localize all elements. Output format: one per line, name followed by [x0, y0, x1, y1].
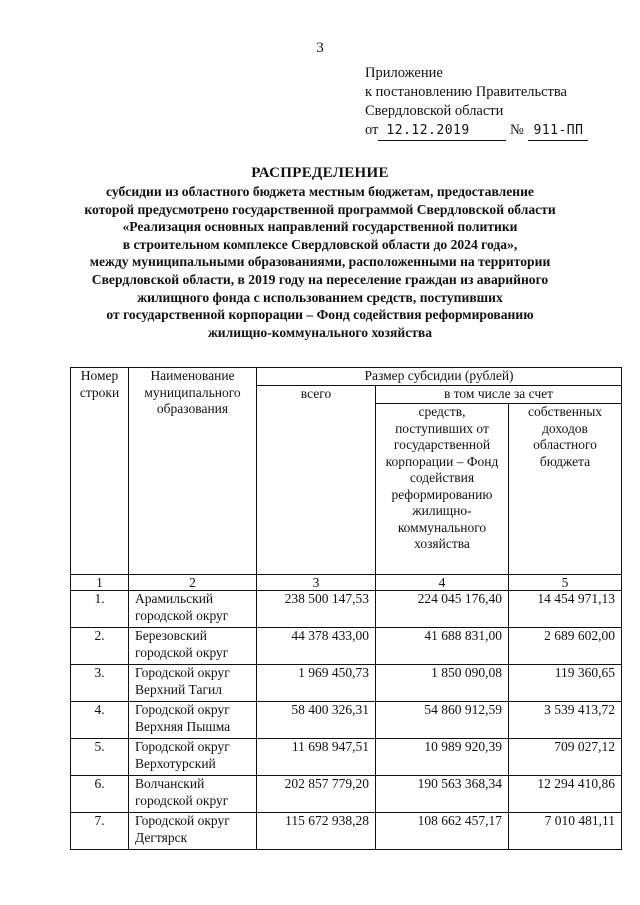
table-row [71, 813, 622, 850]
appendix-region: Свердловской области [365, 103, 504, 119]
table-row [71, 776, 622, 813]
row-number: 1. [71, 591, 129, 628]
column-number: 3 [257, 575, 376, 591]
fund-amount: 41 688 831,00 [376, 628, 509, 665]
fund-amount: 54 860 912,59 [376, 702, 509, 739]
total-amount: 238 500 147,53 [257, 591, 376, 628]
row-number: 6. [71, 776, 129, 813]
municipality-name: Арамильский городской округ [129, 591, 257, 628]
document-heading [40, 164, 600, 341]
header-row-number: Номер строки [71, 368, 129, 575]
municipality-name: Городской округ Верхотурский [129, 739, 257, 776]
municipality-name: Городской округ Верхняя Пышма [129, 702, 257, 739]
resolution-date: 12.12.2019 [386, 123, 470, 138]
header-total: всего [257, 386, 376, 575]
total-amount: 1 969 450,73 [257, 665, 376, 702]
regional-amount: 119 360,65 [509, 665, 622, 702]
total-amount: 11 698 947,51 [257, 739, 376, 776]
regional-amount: 709 027,12 [509, 739, 622, 776]
heading-line: от государственной корпорации – Фонд содействия реформированию [106, 307, 534, 323]
header-regional: собственных доходов областного бюджета [509, 404, 622, 575]
regional-amount: 2 689 602,00 [509, 628, 622, 665]
appendix-title: Приложение [365, 65, 443, 81]
heading-line: жилищного фонда с использованием средств, поступивших [137, 289, 503, 305]
row-number: 7. [71, 813, 129, 850]
fund-amount: 10 989 920,39 [376, 739, 509, 776]
total-amount: 202 857 779,20 [257, 776, 376, 813]
heading-line: субсидии из областного бюджета местным бюджетам, предоставление [106, 184, 534, 199]
regional-amount: 3 539 413,72 [509, 702, 622, 739]
regional-amount: 7 010 481,11 [509, 813, 622, 850]
table-row [71, 702, 622, 739]
table-row [71, 628, 622, 665]
appendix-resolution: к постановлению Правительства [365, 84, 567, 100]
municipality-name: Волчанский городской округ [129, 776, 257, 813]
number-prefix: № [510, 122, 524, 138]
fund-amount: 224 045 176,40 [376, 591, 509, 628]
date-prefix: от [365, 122, 379, 138]
row-number: 5. [71, 739, 129, 776]
table-row [71, 591, 622, 628]
heading-title: РАСПРЕДЕЛЕНИЕ [251, 165, 389, 181]
table-row [71, 665, 622, 702]
total-amount: 115 672 938,28 [257, 813, 376, 850]
heading-line: Свердловской области, в 2019 году на переселение граждан из аварийного [91, 271, 549, 287]
fund-amount: 1 850 090,08 [376, 665, 509, 702]
heading-line: жилищно-коммунального хозяйства [207, 324, 433, 340]
total-amount: 44 378 433,00 [257, 628, 376, 665]
regional-amount: 12 294 410,86 [509, 776, 622, 813]
table-row [71, 739, 622, 776]
heading-line: которой предусмотрено государственной программой Свердловской области [84, 201, 556, 217]
page-number: 3 [316, 40, 324, 56]
heading-line: между муниципальными образованиями, расположенными на территории [89, 254, 551, 270]
row-number: 4. [71, 702, 129, 739]
municipality-name: Городской округ Верхний Тагил [129, 665, 257, 702]
header-municipality: Наименование муниципального образования [129, 368, 257, 575]
subsidy-table [70, 367, 622, 850]
fund-amount: 190 563 368,34 [376, 776, 509, 813]
header-including: в том числе за счет [376, 386, 622, 404]
fund-amount: 108 662 457,17 [376, 813, 509, 850]
resolution-number: 911-ПП [533, 123, 584, 138]
municipality-name: Березовский городской округ [129, 628, 257, 665]
municipality-name: Городской округ Дегтярск [129, 813, 257, 850]
heading-line: «Реализация основных направлений государственной политики [122, 219, 518, 235]
heading-line: в строительном комплексе Свердловской области до 2024 года», [122, 236, 518, 252]
appendix-date-line [365, 121, 588, 141]
total-amount: 58 400 326,31 [257, 702, 376, 739]
regional-amount: 14 454 971,13 [509, 591, 622, 628]
column-number: 2 [129, 575, 257, 591]
column-number: 5 [509, 575, 622, 591]
row-number: 3. [71, 665, 129, 702]
header-fund: средств, поступивших от государственной корпорации – Фонд содействия реформированию жилищно-коммунального хозяйства [376, 404, 509, 575]
column-number: 1 [71, 575, 129, 591]
row-number: 2. [71, 628, 129, 665]
header-subsidy: Размер субсидии (рублей) [257, 368, 622, 386]
appendix-block [365, 64, 588, 141]
column-number: 4 [376, 575, 509, 591]
